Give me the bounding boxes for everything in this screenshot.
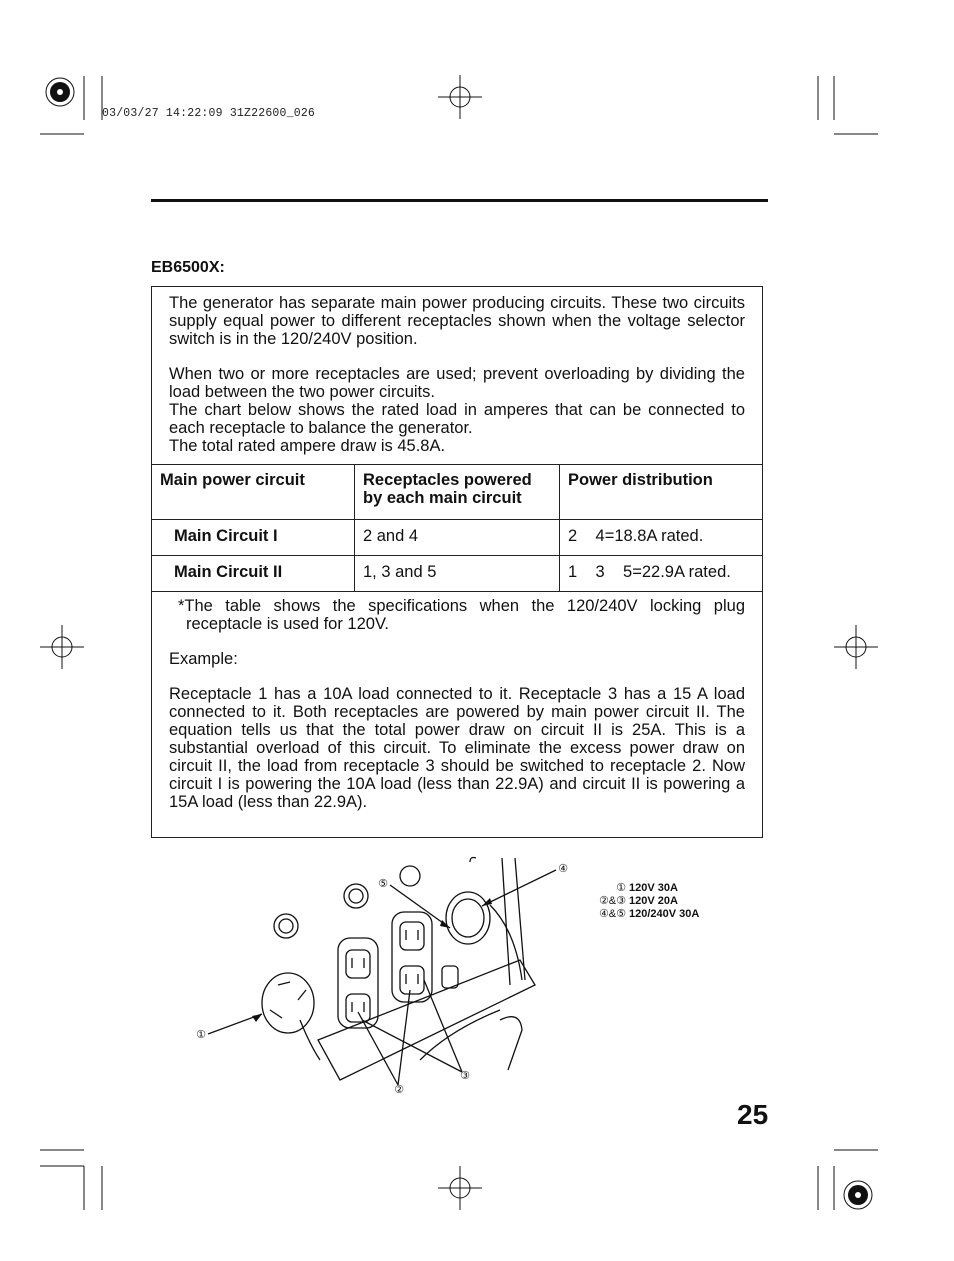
registration-crosshair-bottom: [438, 1166, 482, 1210]
registration-crosshair-top: [438, 75, 482, 119]
table-footnote: *The table shows the specifications when the 120/240V locking plug receptacle is used for 120V.: [178, 597, 745, 633]
print-timestamp: 03/03/27 14:22:09 31Z22600_026: [102, 107, 316, 120]
legend-spec: 120/240V 30A: [629, 908, 700, 920]
legend-number: ②&③: [598, 895, 626, 907]
receptacle-panel-illustration: [208, 858, 556, 1086]
table-row: [152, 556, 762, 592]
page-number: 25: [737, 1099, 769, 1130]
intro-paragraph-3: The chart below shows the rated load in amperes that can be connected to each receptacle to balance the generator.: [169, 401, 745, 437]
registration-crosshair-right: [834, 625, 878, 669]
example-text: Receptacle 1 has a 10A load connected to it. Receptacle 3 has a 15 A load connected to it. Both receptacles are powered by main power circuit II. The equation tells us that the total power draw on circuit II is 25A. This is a substantial overload of this circuit. To eliminate the excess power draw on circuit II, the load from receptacle 3 should be switched to receptacle 2. Now circuit I is powering the 10A load (less than 22.9A) and circuit II is powering a 15A load (less than 22.9A).: [169, 685, 745, 811]
registration-crosshair-left: [40, 625, 84, 669]
example-label: Example:: [169, 650, 238, 668]
legend-item: [586, 908, 699, 921]
row-distribution: 1 3 5=22.9A rated.: [560, 556, 763, 592]
row-receptacles: 2 and 4: [355, 520, 560, 556]
column-header-circuit: Main power circuit: [152, 465, 355, 520]
intro-paragraph-2: When two or more receptacles are used; prevent overloading by dividing the load between the two power circuits.: [169, 365, 745, 401]
header-rule: [151, 199, 768, 202]
note-section: [169, 597, 745, 811]
table-row: [152, 520, 762, 556]
receptacle-legend: [586, 882, 699, 921]
column-header-distribution: Power distribution: [560, 465, 763, 520]
legend-item: [586, 895, 699, 908]
callout-3: ③: [460, 1070, 470, 1082]
intro-paragraph-4: The total rated ampere draw is 45.8A.: [169, 437, 446, 455]
callout-2: ②: [394, 1084, 404, 1096]
model-heading: EB6500X:: [151, 259, 225, 276]
row-receptacles: 1, 3 and 5: [355, 556, 560, 592]
row-circuit: Main Circuit I: [152, 520, 355, 556]
row-distribution: 2 4=18.8A rated.: [560, 520, 763, 556]
row-circuit: Main Circuit II: [152, 556, 355, 592]
legend-number: ④&⑤: [598, 908, 626, 920]
starburst-mark-top-left: [46, 78, 74, 106]
intro-text: [169, 294, 745, 455]
callout-1: ①: [196, 1029, 206, 1041]
legend-item: [586, 882, 699, 895]
starburst-mark-bottom-right: [844, 1181, 872, 1209]
legend-spec: 120V 20A: [629, 895, 678, 907]
table-header-row: [152, 465, 762, 520]
column-header-receptacles: Receptacles powered by each main circuit: [355, 465, 560, 520]
callout-4: ④: [558, 863, 568, 875]
intro-paragraph-1: The generator has separate main power producing circuits. These two circuits supply equal power to different receptacles shown when the voltage selector switch is in the 120/240V position.: [169, 294, 745, 348]
legend-number: ①: [616, 882, 626, 894]
legend-spec: 120V 30A: [629, 882, 678, 894]
callout-5: ⑤: [378, 878, 388, 890]
load-distribution-box: [151, 286, 763, 838]
power-distribution-table: [152, 464, 762, 592]
